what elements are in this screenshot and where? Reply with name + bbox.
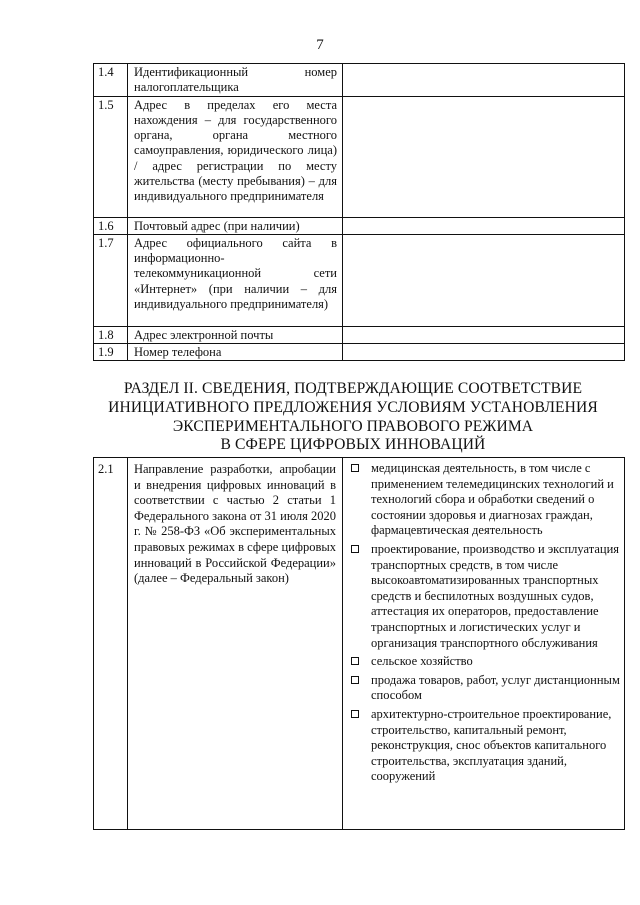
- option-medicine[interactable]: [349, 461, 620, 539]
- option-label: продажа товаров, работ, услуг дистанционным способом: [371, 672, 620, 703]
- direction-options: [343, 458, 625, 830]
- row-number: 1.5: [94, 96, 128, 217]
- section-heading-line: РАЗДЕЛ II. СВЕДЕНИЯ, ПОДТВЕРЖДАЮЩИЕ СООТВЕТСТВИЕ: [123, 380, 583, 397]
- table-row: [94, 96, 625, 217]
- row-label: Номер телефона: [128, 344, 343, 361]
- row-number: 2.1: [94, 458, 128, 830]
- row-number: 1.9: [94, 344, 128, 361]
- checkbox-icon[interactable]: [351, 464, 359, 472]
- option-transport[interactable]: [349, 542, 620, 651]
- innovation-direction-table: [93, 457, 625, 830]
- table-row: [94, 234, 625, 326]
- table-row: [94, 326, 625, 343]
- row-number: 1.8: [94, 326, 128, 343]
- table-row: [94, 64, 625, 97]
- page-number: 7: [316, 37, 324, 53]
- row-number: 1.4: [94, 64, 128, 97]
- section-heading: [90, 380, 616, 455]
- section-heading-line: ЭКСПЕРИМЕНТАЛЬНОГО ПРАВОВОГО РЕЖИМА: [172, 417, 534, 435]
- row-value-cell[interactable]: [343, 326, 625, 343]
- row-label: Адрес электронной почты: [128, 326, 343, 343]
- option-agriculture[interactable]: [349, 654, 620, 670]
- row-value-cell[interactable]: [343, 64, 625, 97]
- row-label: Почтовый адрес (при наличии): [128, 217, 343, 234]
- row-value-cell[interactable]: [343, 217, 625, 234]
- checkbox-icon[interactable]: [351, 657, 359, 665]
- row-number: 1.6: [94, 217, 128, 234]
- checkbox-icon[interactable]: [351, 545, 359, 553]
- row-value-cell[interactable]: [343, 234, 625, 326]
- row-value-cell[interactable]: [343, 344, 625, 361]
- row-label: Адрес официального сайта в информационно-телекоммуникационной сети «Интернет» (при наличии – для индивидуального предпринимателя): [128, 234, 343, 326]
- option-label: проектирование, производство и эксплуатация транспортных средств, в том числе высокоавтоматизированных транспортных средств и беспилотных воздушных судов, аттестация их операторов, предоставление транспортных и логистических услуг и организация транспортного обслуживания: [371, 541, 620, 650]
- option-construction[interactable]: [349, 707, 620, 785]
- option-label: архитектурно-строительное проектирование, строительство, капитальный ремонт, реконструкция, снос объектов капитального строительства, эксплуатация зданий, сооружений: [371, 706, 612, 784]
- row-value-cell[interactable]: [343, 96, 625, 217]
- option-remote-sales[interactable]: [349, 673, 620, 704]
- checkbox-icon[interactable]: [351, 710, 359, 718]
- option-label: сельское хозяйство: [371, 654, 473, 669]
- row-label: Адрес в пределах его места нахождения – для государственного органа, органа местного самоуправления, юридического лица) / адрес регистрации по месту жительства (месту пребывания) – для индивидуального предпринимателя: [128, 96, 343, 217]
- row-number: 1.7: [94, 234, 128, 326]
- direction-description: Направление разработки, апробации и внедрения цифровых инноваций в соответствии с частью 2 статьи 1 Федерального закона от 31 июля 2020 г. № 258-ФЗ «Об экспериментальных правовых режимах в сфере цифровых инноваций в Российской Федерации» (далее – Федеральный закон): [128, 458, 343, 830]
- section-heading-line: ИНИЦИАТИВНОГО ПРЕДЛОЖЕНИЯ УСЛОВИЯМ УСТАНОВЛЕНИЯ: [108, 398, 598, 416]
- checkbox-icon[interactable]: [351, 676, 359, 684]
- table-row: [94, 458, 625, 830]
- section-heading-line: В СФЕРЕ ЦИФРОВЫХ ИННОВАЦИЙ: [220, 436, 486, 454]
- option-label: медицинская деятельность, в том числе с применением телемедицинских технологий и технологий сбора и обработки сведений о состоянии здоровья и диагнозах граждан, фармацевтическая деятельность: [371, 461, 614, 538]
- applicant-info-table: [93, 63, 625, 361]
- table-row: [94, 217, 625, 234]
- table-row: [94, 344, 625, 361]
- row-label: Идентификационный номер налогоплательщика: [128, 64, 343, 97]
